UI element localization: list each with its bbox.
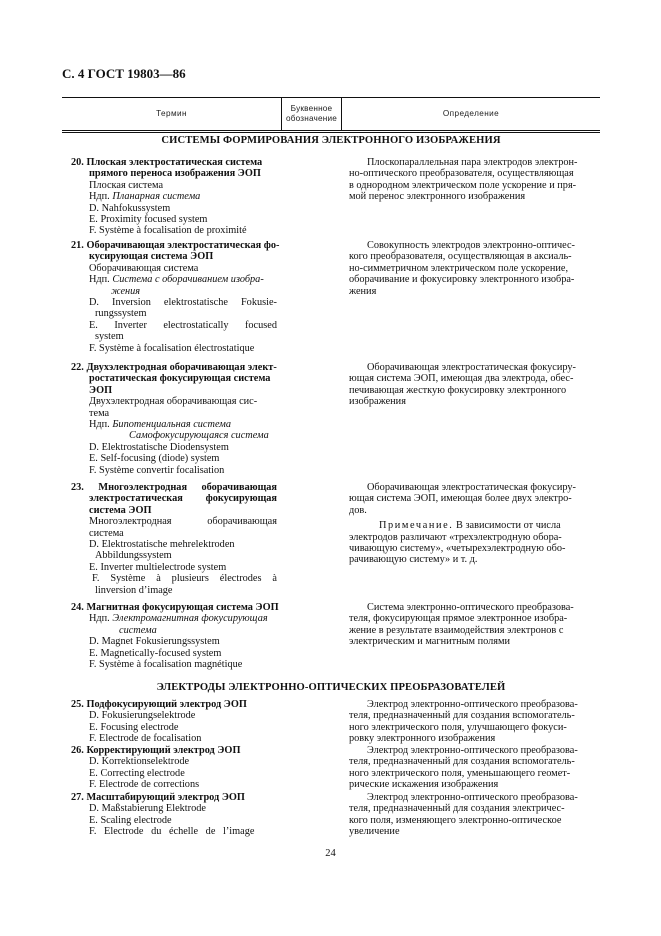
- column-header-abbreviation: [282, 97, 341, 130]
- column-header-abbreviation-line2: обозначение: [285, 113, 338, 123]
- term-27-english: E. Scaling electrode: [89, 814, 172, 826]
- definition-27-line: кого поля, изменяющего электронно-оптическое: [349, 814, 562, 826]
- definition-25: [349, 699, 596, 745]
- term-27-german: D. Maßstabierung Elektrode: [89, 803, 206, 815]
- definition-20-line: но-оптического преобразователя, осуществляющая: [349, 168, 574, 180]
- term-27-title: 27. Масштабирующий электрод ЭОП: [71, 792, 245, 803]
- term-21-german: D. Inversion elektrostatische Fokusie-: [89, 297, 277, 309]
- definition-21-line: жения: [349, 285, 377, 297]
- definition-26-line: ного электрического поля, уменьшающего геомет-: [349, 767, 571, 779]
- term-20: [71, 157, 277, 237]
- section-title-image-forming-systems: СИСТЕМЫ ФОРМИРОВАНИЯ ЭЛЕКТРОННОГО ИЗОБРАЖЕНИЯ: [161, 135, 501, 146]
- definition-22-line: Оборачивающая электростатическая фокусиру-: [367, 362, 576, 373]
- definition-21-line: Совокупность электродов электронно-оптичес-: [367, 240, 575, 251]
- term-20-french: F. Système à focalisation de proximité: [89, 225, 247, 237]
- term-23-french: F. Système à plusieurs électrodes à: [92, 573, 277, 585]
- term-20-english: E. Proximity focused system: [89, 214, 208, 226]
- term-22-title: 22. Двухэлектродная оборачивающая элект-: [71, 362, 277, 373]
- term-23-short-name: Многоэлектродная оборачивающая: [89, 516, 277, 528]
- term-22-title-cont: ростатическая фокусирующая система: [89, 373, 271, 385]
- definition-25-line: Электрод электронно-оптического преобразова-: [367, 699, 578, 710]
- term-23-title-cont2: система ЭОП: [89, 504, 152, 516]
- definition-20-line: в однородном электрическом поле ускорение и пря-: [349, 179, 577, 191]
- definition-23: [349, 482, 596, 566]
- term-25: [71, 699, 277, 745]
- definition-23-line: дов.: [349, 504, 367, 516]
- definition-21-line: но-симметричном электрическом поле ускорение,: [349, 262, 569, 274]
- definition-23-line: Оборачивающая электростатическая фокусиру-: [367, 482, 576, 493]
- definition-24: [349, 602, 596, 648]
- term-20-short-name: Плоская система: [89, 179, 164, 191]
- definition-23-note-line: электродов различают «трехэлектродную обора-: [349, 531, 562, 543]
- term-27: [71, 792, 277, 838]
- definition-24-line: теля, фокусирующая прямое электронное изобра-: [349, 613, 568, 625]
- term-22-german: D. Elektrostatische Diodensystem: [89, 441, 229, 453]
- term-21-not-allowed: Ндп. Система с оборачиванием изобра-: [89, 274, 264, 286]
- definition-23-line: ющая система ЭОП, имеющая более двух электро-: [349, 493, 572, 505]
- term-22-english: E. Self-focusing (diode) system: [89, 453, 220, 465]
- term-21-title: 21. Оборачивающая электростатическая фо-: [71, 240, 280, 251]
- term-24-title: 24. Магнитная фокусирующая система ЭОП: [71, 602, 279, 613]
- term-25-french: F. Electrode de focalisation: [89, 733, 202, 745]
- term-23-german: D. Elektrostatische mehrelektroden: [89, 539, 235, 551]
- term-20-title-cont: прямого переноса изображения ЭОП: [89, 168, 261, 180]
- term-26-german: D. Korrektionselektrode: [89, 756, 190, 768]
- term-20-title: 20. Плоская электростатическая система: [71, 157, 263, 168]
- term-24-not-allowed-cont: система: [119, 624, 157, 636]
- definition-22-line: изображения: [349, 396, 406, 408]
- term-22-not-allowed-2: Самофокусирующаяся система: [129, 430, 269, 442]
- definition-22: [349, 362, 596, 408]
- definition-25-line: ного электрического поля, улучшающего фокуси-: [349, 721, 567, 733]
- term-24-german: D. Magnet Fokusierungssystem: [89, 636, 220, 648]
- definition-20-line: Плоскопараллельная пара электродов электрон-: [367, 157, 578, 168]
- definition-26-line: Электрод электронно-оптического преобразова-: [367, 745, 578, 756]
- term-23-title: 23. Многоэлектродная оборачивающая: [71, 482, 277, 493]
- definition-23-note-line: чивающую систему», «четырехэлектродную обо-: [349, 543, 566, 555]
- term-25-german: D. Fokusierungselektrode: [89, 710, 196, 722]
- term-24-english: E. Magnetically-focused system: [89, 647, 222, 659]
- term-21-title-cont: кусирующая система ЭОП: [89, 251, 214, 263]
- term-21-french: F. Système à focalisation électrostatique: [89, 342, 255, 354]
- term-27-french: F. Electrode du échelle de l’image: [89, 826, 255, 838]
- definition-23-note: Примечание. В зависимости от числа: [379, 520, 561, 532]
- term-24-not-allowed: Ндп. Электромагнитная фокусирующая: [89, 613, 268, 625]
- page-header: С. 4 ГОСТ 19803—86: [62, 66, 186, 81]
- definition-27-line: увеличение: [349, 826, 400, 838]
- term-22-short-name: Двухэлектродная оборачивающая сис-: [89, 396, 258, 408]
- term-22-not-allowed: Ндп. Бипотенциальная система: [89, 419, 231, 431]
- definition-21-line: оборачивание и фокусировку электронного изобра-: [349, 274, 575, 286]
- definition-27-line: Электрод электронно-оптического преобразова-: [367, 792, 578, 803]
- term-20-german: D. Nahfokussystem: [89, 202, 171, 214]
- page-number: 24: [325, 848, 336, 859]
- definition-24-line: жение в результате взаимодействия электронов с: [349, 624, 564, 636]
- term-25-title: 25. Подфокусирующий электрод ЭОП: [71, 699, 247, 710]
- term-21: [71, 240, 280, 354]
- definition-25-line: теля, предназначенный для создания вспомогатель-: [349, 710, 575, 722]
- definition-20-line: мой перенос электронного изображения: [349, 191, 526, 203]
- definition-26-line: рические искажения изображения: [349, 779, 499, 791]
- term-24-french: F. Système à focalisation magnétique: [89, 659, 243, 671]
- term-22: [71, 362, 277, 476]
- column-header-term: Термин: [156, 108, 187, 118]
- term-21-short-name: Оборачивающая система: [89, 262, 199, 274]
- column-divider-right: [341, 97, 342, 130]
- term-22-title-cont2: ЭОП: [89, 384, 113, 396]
- term-21-english-cont: system: [95, 331, 124, 343]
- section-title-electrodes: ЭЛЕКТРОДЫ ЭЛЕКТРОННО-ОПТИЧЕСКИХ ПРЕОБРАЗОВАТЕЛЕЙ: [156, 682, 506, 693]
- term-22-french: F. Système convertir focalisation: [89, 464, 225, 476]
- term-23: [71, 482, 277, 596]
- definition-25-line: ровку электронного изображения: [349, 733, 496, 745]
- column-header-definition: Определение: [442, 108, 500, 118]
- definition-24-line: электрическим и магнитным полями: [349, 636, 511, 648]
- definition-26: [349, 745, 596, 791]
- definition-26-line: теля, предназначенный для создания вспомогатель-: [349, 756, 575, 768]
- term-23-german-cont: Abbildungssystem: [95, 550, 172, 562]
- definition-23-note-line: рачивающую систему» и т. д.: [349, 554, 478, 566]
- definition-27: [349, 792, 596, 838]
- definition-22-line: ющая система ЭОП, имеющая два электрода, обес-: [349, 373, 574, 385]
- definition-20: [349, 157, 596, 203]
- term-26-title: 26. Корректирующий электрод ЭОП: [71, 745, 241, 756]
- term-22-short-name-cont: тема: [89, 407, 110, 419]
- term-23-french-cont: linversion d’image: [95, 584, 173, 596]
- term-26-french: F. Electrode de corrections: [89, 779, 200, 791]
- term-25-english: E. Focusing electrode: [89, 721, 179, 733]
- definition-21-line: кого преобразователя, осуществляющая в аксиаль-: [349, 251, 572, 263]
- definition-24-line: Система электронно-оптического преобразова-: [367, 602, 574, 613]
- column-divider-left: [281, 97, 282, 130]
- term-23-title-cont: электростатическая фокусирующая: [89, 493, 277, 505]
- term-21-english: E. Inverter electrostatically focused: [89, 319, 277, 331]
- column-header-abbreviation-line1: Буквенное: [290, 103, 333, 113]
- table-header-rule-double: [62, 132, 600, 133]
- note-label: Примечание.: [379, 520, 454, 532]
- definition-27-line: теля, предназначенный для создания электричес-: [349, 803, 565, 815]
- term-26-english: E. Correcting electrode: [89, 767, 185, 779]
- table-header-rule: [62, 130, 600, 131]
- term-20-not-allowed: Ндп. Планарная система: [89, 191, 201, 203]
- definition-22-line: печивающая жесткую фокусировку электронного: [349, 384, 567, 396]
- term-23-english: E. Inverter multielectrode system: [89, 561, 227, 573]
- term-21-german-cont: rungssystem: [95, 308, 147, 320]
- term-24: [71, 602, 277, 670]
- term-21-not-allowed-cont: жения: [111, 285, 141, 297]
- term-26: [71, 745, 277, 791]
- term-23-short-name-cont: система: [89, 527, 124, 539]
- definition-21: [349, 240, 596, 297]
